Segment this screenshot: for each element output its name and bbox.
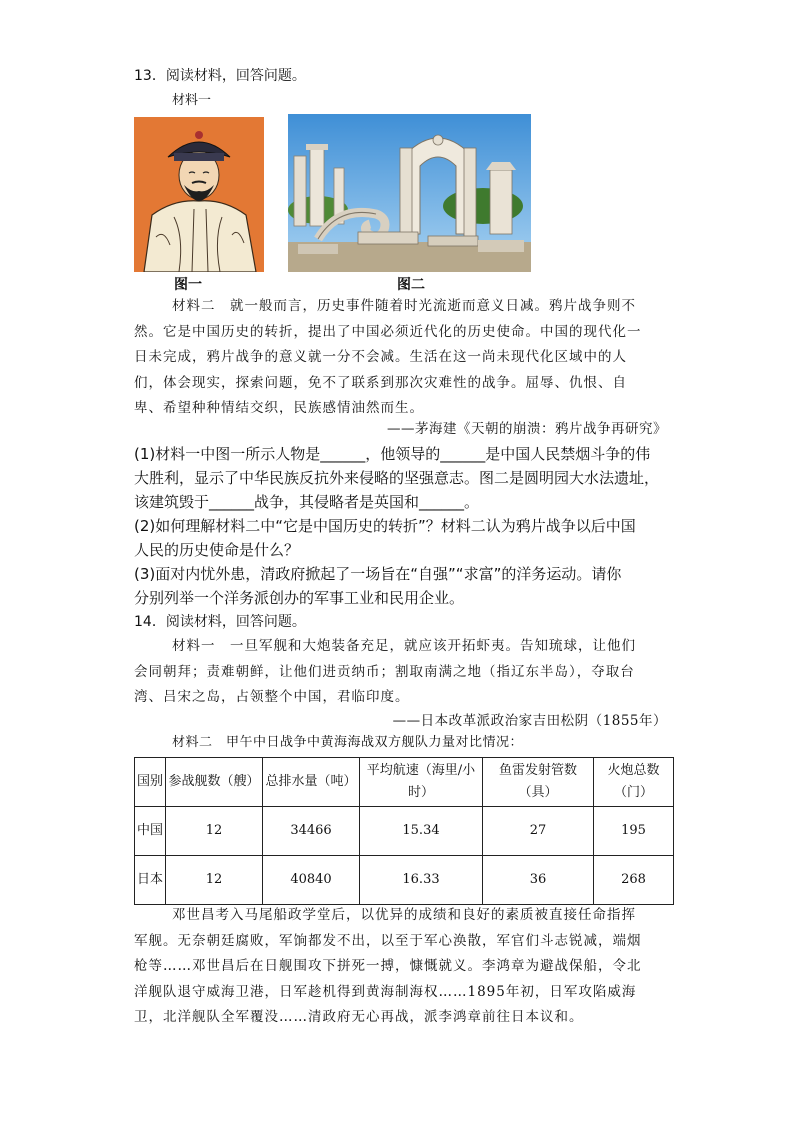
text-line: 卑、希望种种情结交织，民族感情油然而生。 — [134, 400, 424, 416]
table-header: 国别 — [135, 758, 166, 807]
text-line: 人民的历史使命是什么？ — [134, 541, 300, 559]
question-13-subquestions — [134, 442, 674, 610]
table-cell: 日本 — [135, 856, 166, 905]
portrait-image — [134, 117, 264, 272]
text-line: 材料一 一旦军舰和大炮装备充足，就应该开拓虾夷。告知琉球，让他们 — [172, 638, 636, 654]
text-line: 然。它是中国历史的转折，提出了中国必须近代化的历史使命。中国的现代化一 — [134, 323, 642, 340]
text-line: 洋舰队退守威海卫港，日军趁机得到黄海制海权……1895年初，日军攻陷威海 — [134, 983, 637, 1000]
text-line: 材料二 就一般而言，历史事件随着时光流逝而意义日减。鸦片战争则不 — [172, 298, 636, 314]
text-line: (2)如何理解材料二中“它是中国历史的转折”？材料二认为鸦片战争以后中国 — [134, 517, 636, 535]
material-1-label: 材料一 — [172, 93, 212, 108]
table-cell: 268 — [594, 856, 674, 905]
table-cell: 34466 — [263, 807, 360, 856]
text-line: 大胜利，显示了中华民族反抗外来侵略的坚强意志。图二是圆明园大水法遗址， — [134, 469, 660, 487]
table-row — [135, 856, 674, 905]
ruins-image — [288, 114, 531, 272]
text-line: 该建筑毁于______战争，其侵略者是英国和______。 — [134, 493, 480, 511]
text-line: 卫，北洋舰队全军覆没……清政府无心再战，派李鸿章前往日本议和。 — [134, 1009, 584, 1025]
text-line: 邓世昌考入马尾船政学堂后，以优异的成绩和良好的素质被直接任命指挥 — [172, 907, 636, 923]
text-line: 会同朝拜；责难朝鲜，让他们进贡纳币；割取南满之地（指辽东半岛），夺取台 — [134, 663, 635, 680]
table-cell: 195 — [594, 807, 674, 856]
text-line: 枪等……邓世昌后在日舰围攻下拼死一搏，慷慨就义。李鸿章为避战保船，令北 — [134, 958, 642, 974]
table-cell: 40840 — [263, 856, 360, 905]
table-cell: 15.34 — [360, 807, 483, 856]
table-header-row — [135, 758, 674, 807]
table-header: 火炮总数（门） — [594, 758, 674, 807]
question-14-title: 14．阅读材料，回答问题。 — [134, 614, 306, 630]
text-line: 分别列举一个洋务派创办的军事工业和民用企业。 — [134, 589, 465, 607]
table-cell: 16.33 — [360, 856, 483, 905]
table-header: 参战舰数（艘） — [166, 758, 263, 807]
text-line: 日未完成，鸦片战争的意义就一分不会减。生活在这一尚未现代化区域中的人 — [134, 349, 627, 365]
text-line: 湾、吕宋之岛，占领整个中国，君临印度。 — [134, 689, 410, 705]
material-2-source: ——茅海建《天朝的崩溃：鸦片战争再研究》 — [387, 421, 667, 437]
table-header: 总排水量（吨） — [263, 758, 360, 807]
table-row — [135, 807, 674, 856]
fleet-comparison-table — [134, 757, 674, 905]
table-header: 平均航速（海里/小时） — [360, 758, 483, 807]
question-13-title: 13．阅读材料，回答问题。 — [134, 68, 306, 84]
material-2-text — [134, 294, 674, 422]
text-line: (3)面对内忧外患，清政府掀起了一场旨在“自强”“求富”的洋务运动。请你 — [134, 565, 622, 583]
text-line: 军舰。无奈朝廷腐败，军饷都发不出，以至于军心涣散，军官们斗志锐减，端烟 — [134, 932, 642, 949]
figure-2-caption: 图二 — [397, 277, 425, 293]
table-header: 鱼雷发射管数（具） — [483, 758, 594, 807]
table-cell: 中国 — [135, 807, 166, 856]
text-line: 们，体会现实，探索问题，免不了联系到那次灾难性的战争。屈辱、仇恨、自 — [134, 374, 627, 391]
table-cell: 12 — [166, 807, 263, 856]
table-cell: 27 — [483, 807, 594, 856]
q14-material-1-text — [134, 634, 674, 711]
q14-material-1-source: ——日本改革派政治家吉田松阴（1855年） — [392, 713, 667, 729]
text-line: (1)材料一中图一所示人物是______，他领导的______是中国人民禁烟斗争的伟 — [134, 445, 651, 463]
table-cell: 12 — [166, 856, 263, 905]
table-cell: 36 — [483, 856, 594, 905]
q14-material-2-intro: 材料二 甲午中日战争中黄海海战双方舰队力量对比情况： — [172, 735, 524, 750]
after-table-text — [134, 903, 674, 1031]
figure-1-caption: 图一 — [174, 277, 202, 293]
